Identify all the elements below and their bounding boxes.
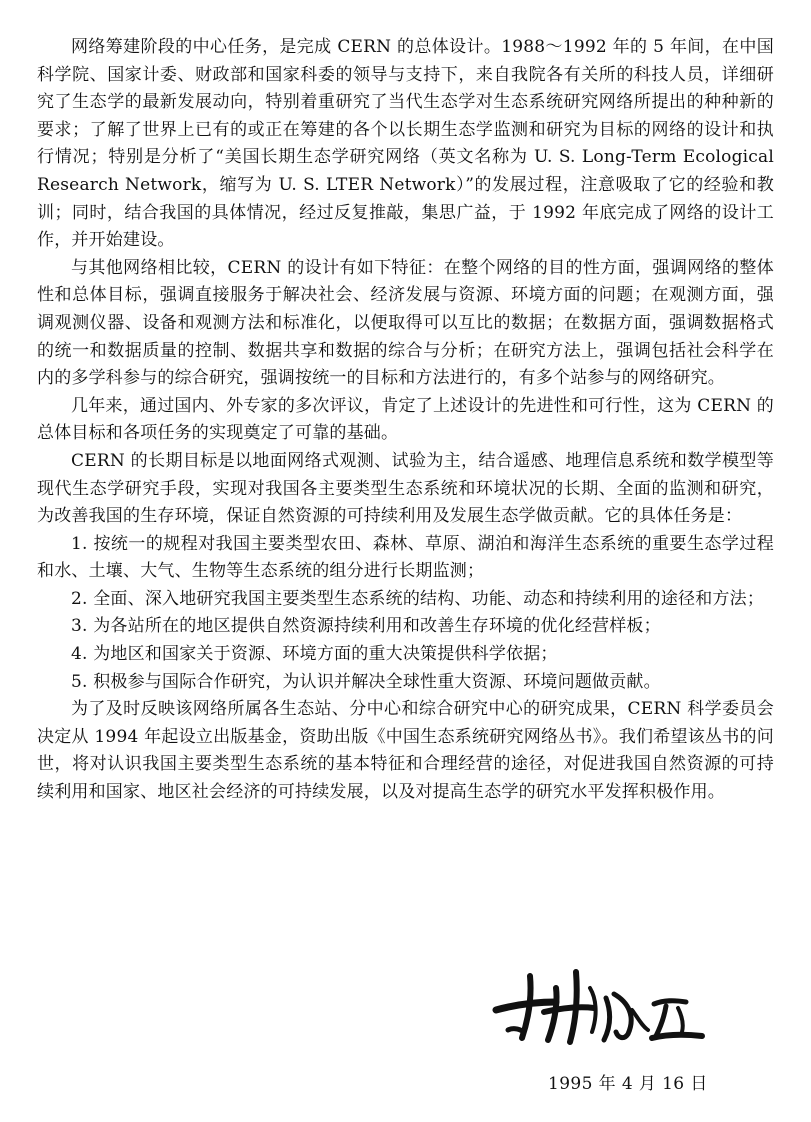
- task-item-4: 4. 为地区和国家关于资源、环境方面的重大决策提供科学依据；: [71, 644, 558, 665]
- document-body: [37, 34, 774, 807]
- paragraph-design-task: 网络筹建阶段的中心任务，是完成 CERN 的总体设计。1988～1992 年的 5 年间，在中国科学院、国家计委、财政部和国家科委的领导与支持下，来自我院各有关所的科技人员，详细研究了生态学的最新发展动向，特别着重研究了当代生态学对生态系统研究网络所提出的种种新的要求；了解了世界上已有的或正在筹建的各个以长期生态学监测和研究为目标的网络的设计和执行情况；特别是分析了“美国长期生态学研究网络（英文名称为 U. S. Long-Term Ecological Research Network，缩写为 U. S. LTER Network）”的发展过程，注意吸取了它的经验和教训；同时，结合我国的具体情况，经过反复推敲，集思广益，于 1992 年底完成了网络的设计工作，并开始建设。: [37, 37, 774, 251]
- task-item-2: 2. 全面、深入地研究我国主要类型生态系统的结构、功能、动态和持续利用的途径和方法；: [71, 588, 765, 609]
- paragraph-expert-review: 几年来，通过国内、外专家的多次评议，肯定了上述设计的先进性和可行性，这为 CERN 的总体目标和各项任务的实现奠定了可靠的基础。: [37, 395, 774, 444]
- task-item-1: 1. 按统一的规程对我国主要类型农田、森林、草原、湖泊和海洋生态系统的重要生态学过程和水、土壤、大气、生物等生态系统的组分进行长期监测；: [37, 533, 774, 582]
- task-item-3: 3. 为各站所在的地区提供自然资源持续利用和改善生存环境的优化经营样板；: [71, 616, 661, 637]
- paragraph-long-term-goal: CERN 的长期目标是以地面网络式观测、试验为主，结合遥感、地理信息系统和数学模型等现代生态学研究手段，实现对我国各主要类型生态系统和环境状况的长期、全面的监测和研究，为改善我国的生存环境，保证自然资源的可持续利用及发展生态学做贡献。它的具体任务是：: [37, 450, 774, 527]
- paragraph-book-series: 为了及时反映该网络所属各生态站、分中心和综合研究中心的研究成果，CERN 科学委员会决定从 1994 年起设立出版基金，资助出版《中国生态系统研究网络丛书》。我们希望该丛书的问世，将对认识我国主要类型生态系统的基本特征和合理经营的途径，对促进我国自然资源的可持续利用和国家、地区社会经济的可持续发展，以及对提高生态学的研究水平发挥积极作用。: [37, 699, 774, 803]
- paragraph-design-features: 与其他网络相比较，CERN 的设计有如下特征：在整个网络的目的性方面，强调网络的整体性和总体目标，强调直接服务于解决社会、经济发展与资源、环境方面的问题；在观测方面，强调观测仪器、设备和观测方法和标准化，以便取得可以互比的数据；在数据方面，强调数据格式的统一和数据质量的控制、数据共享和数据的综合与分析；在研究方法上，强调包括社会科学在内的多学科参与的综合研究，强调按统一的目标和方法进行的，有多个站参与的网络研究。: [37, 257, 774, 389]
- handwritten-signature: [478, 958, 718, 1048]
- task-item-5: 5. 积极参与国际合作研究，为认识并解决全球性重大资源、环境问题做贡献。: [71, 671, 661, 692]
- document-date: 1995 年 4 月 16 日: [548, 1074, 708, 1094]
